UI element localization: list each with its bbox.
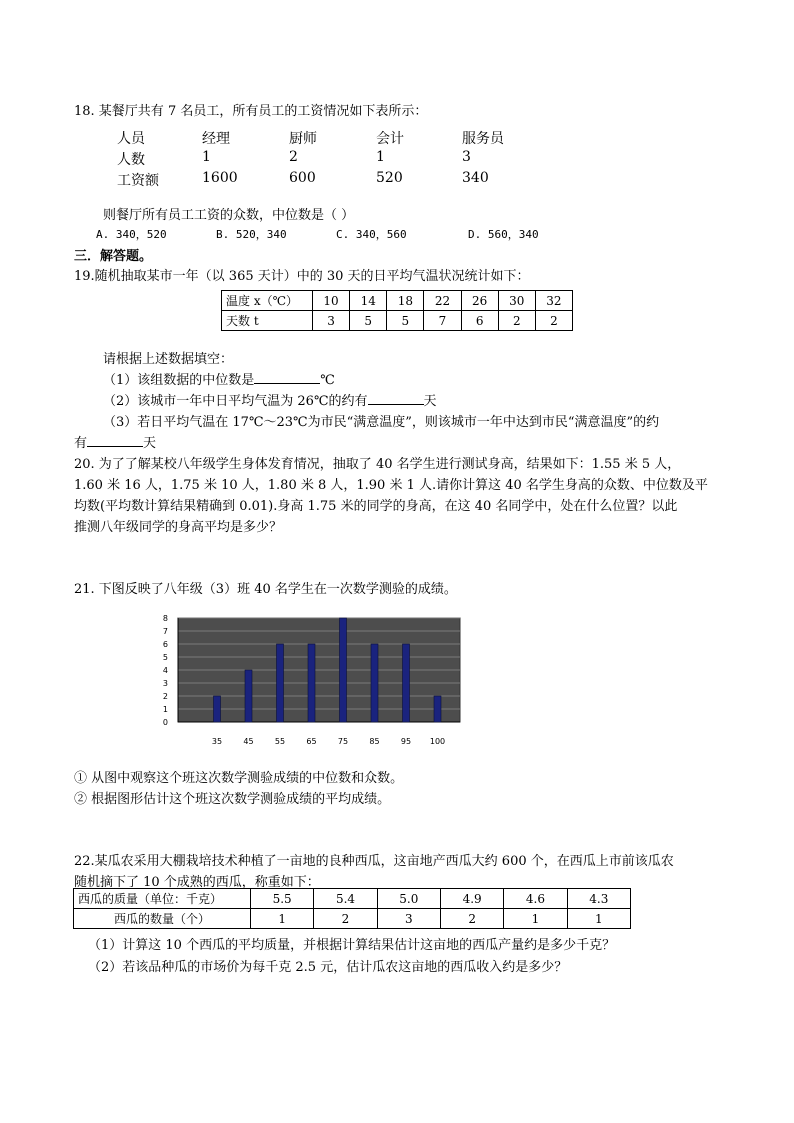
q19-cell: 5: [387, 311, 424, 331]
y-tick-label: 8: [162, 614, 168, 623]
q22-cell: 1: [567, 909, 630, 929]
q18-header-1: 经理: [202, 131, 230, 147]
bar-95: [403, 644, 410, 722]
bar-75: [340, 618, 347, 722]
x-tick-label: 45: [243, 737, 254, 746]
bar-100: [434, 696, 441, 722]
q18-option-c: C. 340，560: [336, 228, 407, 241]
y-tick-label: 1: [162, 705, 168, 714]
x-tick-label: 55: [274, 737, 286, 746]
q20-line1: 20. 为了了解某校八年级学生身体发育情况，抽取了 40 名学生进行测试身高，结果如下：1.55 米 5 人，: [74, 457, 681, 472]
q18-option-d: D. 560，340: [468, 228, 539, 241]
q18-header-4: 服务员: [462, 131, 504, 147]
bar-65: [308, 644, 315, 722]
q22-cell: 1: [251, 909, 314, 929]
x-tick-label: 85: [369, 737, 380, 746]
answer-blank[interactable]: [87, 432, 143, 447]
y-tick-label: 3: [162, 679, 168, 688]
q19-table: [221, 290, 573, 331]
q21-item2: ② 根据图形估计这个班这次数学测验成绩的平均成绩。: [74, 792, 391, 807]
q19-cell: 7: [424, 311, 461, 331]
q18-header-2: 厨师: [289, 131, 317, 147]
y-tick-label: 7: [162, 627, 168, 636]
q19-prompt: 请根据上述数据填空：: [103, 352, 234, 367]
q18-row2-4: 340: [462, 170, 489, 186]
q22-cell: 2: [440, 909, 503, 929]
q19-part1-unit: ℃: [320, 373, 335, 388]
q18-row1-0: 人数: [117, 152, 145, 168]
q22-line1: 22.某瓜农采用大棚栽培技术种植了一亩地的良种西瓜，这亩地产西瓜大约 600 个，在西瓜上市前该瓜农: [74, 854, 674, 869]
answer-blank[interactable]: [368, 390, 424, 405]
q18-row1-2: 2: [289, 149, 298, 165]
q22-cell: 2: [314, 909, 377, 929]
q19-cell: 26: [461, 291, 498, 311]
q20-line4: 推测八年级同学的身高平均是多少？: [74, 520, 283, 535]
q18-question: 则餐厅所有员工工资的众数，中位数是（ ）: [103, 208, 355, 223]
q19-stem: 19.随机抽取某市一年（以 365 天计）中的 30 天的日平均气温状况统计如下：: [74, 269, 530, 284]
section-heading: 三．解答题。: [74, 249, 153, 264]
q22-cell: 5.5: [251, 889, 314, 909]
q21-item1: ① 从图中观察这个班这次数学测验成绩的中位数和众数。: [74, 771, 404, 786]
q19-row1-label: 温度 x（℃）: [222, 291, 313, 311]
y-tick-label: 6: [162, 640, 168, 649]
q22-cell: 4.9: [440, 889, 503, 909]
q19-cell: 10: [313, 291, 350, 311]
q19-cell: 22: [424, 291, 461, 311]
q22-cell: 1: [504, 909, 567, 929]
q22-part1: （1）计算这 10 个西瓜的平均质量，并根据计算结果估计这亩地的西瓜产量约是多少千克？: [88, 938, 616, 953]
q19-row2-label: 天数 t: [222, 311, 313, 331]
q19-cell: 2: [498, 311, 535, 331]
q22-cell: 4.3: [567, 889, 630, 909]
q18-row1-4: 3: [462, 149, 471, 165]
q18-header-3: 会计: [376, 131, 404, 147]
answer-blank[interactable]: [254, 369, 320, 384]
x-tick-label: 35: [211, 737, 223, 746]
score-bar-chart: [150, 610, 470, 750]
q19-part1: [103, 369, 335, 388]
q18-row1-1: 1: [202, 149, 211, 165]
q19-cell: 18: [387, 291, 424, 311]
q22-cell: 3: [377, 909, 440, 929]
q18-row2-0: 工资额: [117, 173, 159, 189]
q20-line2: 1.60 米 16 人，1.75 米 10 人，1.80 米 8 人，1.90 米 1 人.请你计算这 40 名学生身高的众数、中位数及平: [74, 478, 708, 493]
q19-part3-unit: 天: [143, 436, 157, 451]
q19-cell: 32: [535, 291, 572, 311]
q18-header-0: 人员: [117, 131, 145, 147]
q19-cell: 30: [498, 291, 535, 311]
q19-part3: （3）若日平均气温在 17℃～23℃为市民“满意温度”，则该城市一年中达到市民“满意温度”的约: [103, 415, 660, 430]
q19-cell: 5: [350, 311, 387, 331]
y-tick-label: 0: [162, 718, 168, 727]
q22-cell: 5.0: [377, 889, 440, 909]
q19-part3-text: 有: [74, 436, 88, 451]
bar-55: [277, 644, 284, 722]
q18-row1-3: 1: [376, 149, 385, 165]
q19-cell: 2: [535, 311, 572, 331]
x-tick-label: 75: [337, 737, 349, 746]
bar-35: [214, 696, 221, 722]
q19-part2-unit: 天: [423, 394, 437, 409]
q22-part2: （2）若该品种瓜的市场价为每千克 2.5 元，估计瓜农这亩地的西瓜收入约是多少？: [88, 960, 568, 975]
q21-stem: 21. 下图反映了八年级（3）班 40 名学生在一次数学测验的成绩。: [74, 582, 457, 597]
q22-row1-label: 西瓜的质量（单位：千克）: [74, 889, 251, 909]
q19-part1-text: （1）该组数据的中位数是: [103, 373, 255, 388]
x-tick-label: 95: [400, 737, 412, 746]
q19-part3-cont: [74, 432, 156, 451]
q18-stem: 18. 某餐厅共有 7 名员工，所有员工的工资情况如下表所示：: [74, 104, 428, 119]
x-tick-label: 65: [306, 737, 317, 746]
bar-85: [371, 644, 378, 722]
x-tick-label: 100: [429, 737, 446, 746]
q18-row2-1: 1600: [202, 170, 238, 186]
q18-option-b: B. 520，340: [216, 228, 287, 241]
q22-cell: 4.6: [504, 889, 567, 909]
q19-part2: [103, 390, 437, 409]
q22-line2: 随机摘下了 10 个成熟的西瓜，称重如下：: [74, 875, 320, 890]
q19-part2-text: （2）该城市一年中日平均气温为 26℃的约有: [103, 394, 368, 409]
bar-45: [245, 670, 252, 722]
y-tick-label: 4: [162, 666, 168, 675]
q22-table: [73, 888, 631, 929]
q19-cell: 14: [350, 291, 387, 311]
q18-option-a: A. 340，520: [96, 228, 167, 241]
y-tick-label: 2: [162, 692, 168, 701]
y-tick-label: 5: [162, 653, 168, 662]
q22-cell: 5.4: [314, 889, 377, 909]
q19-cell: 3: [313, 311, 350, 331]
q18-row2-2: 600: [289, 170, 316, 186]
q20-line3: 均数(平均数计算结果精确到 0.01).身高 1.75 米的同学的身高，在这 40 名同学中，处在什么位置？以此: [74, 499, 678, 514]
q18-row2-3: 520: [376, 170, 403, 186]
q19-cell: 6: [461, 311, 498, 331]
q22-row2-label: 西瓜的数量（个）: [74, 909, 251, 929]
